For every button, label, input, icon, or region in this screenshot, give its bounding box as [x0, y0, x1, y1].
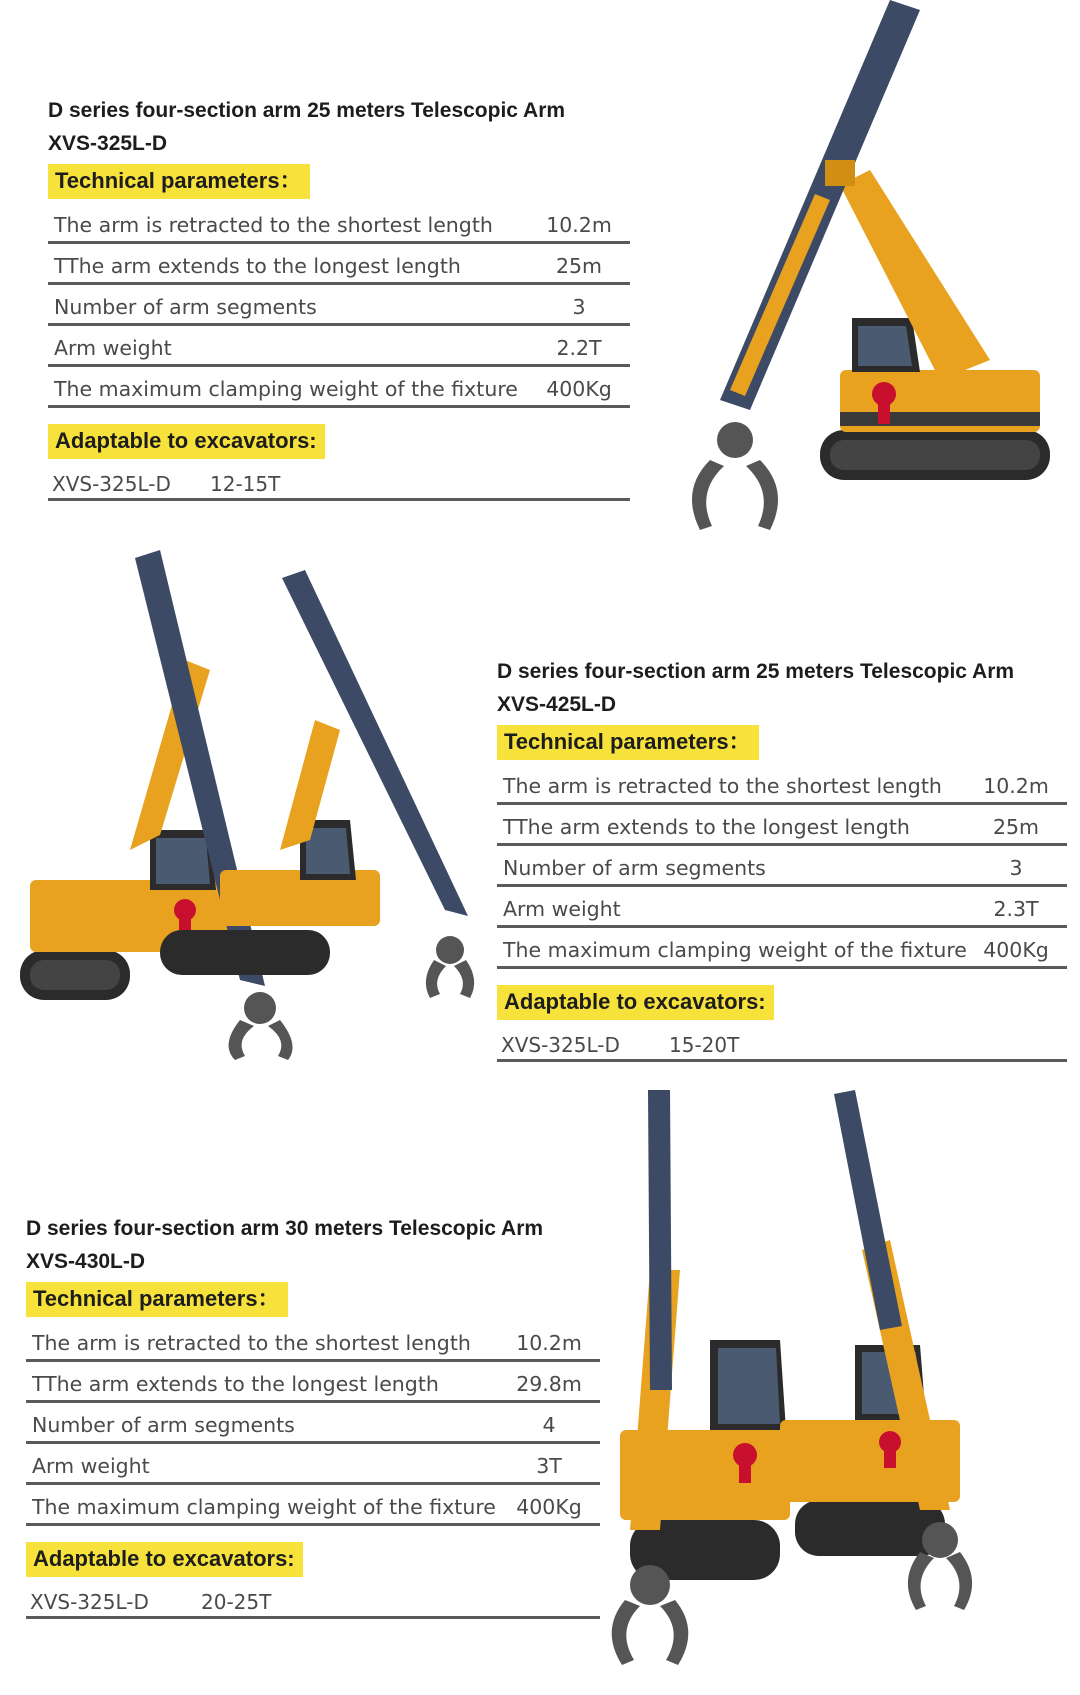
excavator-photo-3 [590, 1090, 1080, 1690]
technical-parameters-heading: Technical parameters： [26, 1282, 288, 1317]
model-name: XVS-325L-D [48, 132, 168, 155]
adapt-tonnage: 15-20T [669, 1033, 740, 1057]
param-value: 3 [572, 295, 586, 319]
param-value: 400Kg [546, 377, 612, 401]
param-row [497, 887, 1067, 928]
param-row [26, 1444, 600, 1485]
excavator-photo-2 [10, 550, 490, 1070]
adaptable-heading: Adaptable to excavators: [497, 985, 774, 1020]
param-label: The arm is retracted to the shortest length [32, 1331, 471, 1355]
adapt-model: XVS-325L-D [30, 1590, 149, 1614]
param-value: 4 [542, 1413, 556, 1437]
adaptable-row [497, 1026, 1067, 1062]
param-label: The maximum clamping weight of the fixture [54, 377, 518, 401]
param-value: 25m [992, 815, 1040, 839]
adaptable-heading: Adaptable to excavators: [26, 1542, 303, 1577]
adapt-model: XVS-325L-D [501, 1033, 620, 1057]
param-label: Arm weight [32, 1454, 150, 1478]
param-row [48, 285, 630, 326]
param-label: TThe arm extends to the longest length [32, 1372, 439, 1396]
technical-parameters-heading: Technical parameters： [48, 164, 310, 199]
adaptable-row [26, 1583, 600, 1619]
adapt-tonnage: 12-15T [210, 472, 281, 496]
param-label: The maximum clamping weight of the fixture [32, 1495, 496, 1519]
spec-section-1 [48, 94, 630, 501]
param-value: 2.3T [993, 897, 1039, 921]
param-row [497, 846, 1067, 887]
param-label: Arm weight [503, 897, 621, 921]
param-label: The arm is retracted to the shortest length [54, 213, 493, 237]
param-row [497, 928, 1067, 969]
model-name: XVS-425L-D [497, 693, 617, 716]
section-title: D series four-section arm 30 meters Telescopic Arm [26, 1217, 544, 1240]
param-value: 3T [536, 1454, 562, 1478]
param-label: The arm is retracted to the shortest length [503, 774, 942, 798]
adapt-model: XVS-325L-D [52, 472, 171, 496]
excavator-photo-1 [640, 0, 1080, 560]
param-value: 10.2m [546, 213, 612, 237]
param-label: Number of arm segments [54, 295, 317, 319]
parameters-table [26, 1321, 600, 1526]
section-title: D series four-section arm 25 meters Telescopic Arm [497, 660, 1015, 683]
param-value: 2.2T [556, 336, 602, 360]
technical-parameters-heading: Technical parameters： [497, 725, 759, 760]
param-label: TThe arm extends to the longest length [503, 815, 910, 839]
param-value: 400Kg [516, 1495, 582, 1519]
param-row [497, 805, 1067, 846]
param-row [497, 764, 1067, 805]
adaptable-row [48, 465, 630, 501]
param-row [48, 203, 630, 244]
param-row [26, 1362, 600, 1403]
param-value: 25m [555, 254, 603, 278]
param-row [26, 1485, 600, 1526]
parameters-table [497, 764, 1067, 969]
param-label: The maximum clamping weight of the fixture [503, 938, 967, 962]
model-name: XVS-430L-D [26, 1250, 146, 1273]
param-row [48, 244, 630, 285]
param-row [26, 1403, 600, 1444]
adapt-tonnage: 20-25T [201, 1590, 272, 1614]
param-label: Number of arm segments [32, 1413, 295, 1437]
spec-section-3 [26, 1212, 600, 1619]
spec-section-2 [497, 655, 1067, 1062]
param-value: 10.2m [983, 774, 1049, 798]
section-title: D series four-section arm 25 meters Telescopic Arm [48, 99, 566, 122]
param-label: Number of arm segments [503, 856, 766, 880]
param-label: Arm weight [54, 336, 172, 360]
param-row [26, 1321, 600, 1362]
adaptable-heading: Adaptable to excavators: [48, 424, 325, 459]
param-value: 3 [1009, 856, 1023, 880]
param-value: 400Kg [983, 938, 1049, 962]
parameters-table [48, 203, 630, 408]
param-row [48, 367, 630, 408]
param-value: 29.8m [516, 1372, 582, 1396]
param-row [48, 326, 630, 367]
param-value: 10.2m [516, 1331, 582, 1355]
param-label: TThe arm extends to the longest length [54, 254, 461, 278]
